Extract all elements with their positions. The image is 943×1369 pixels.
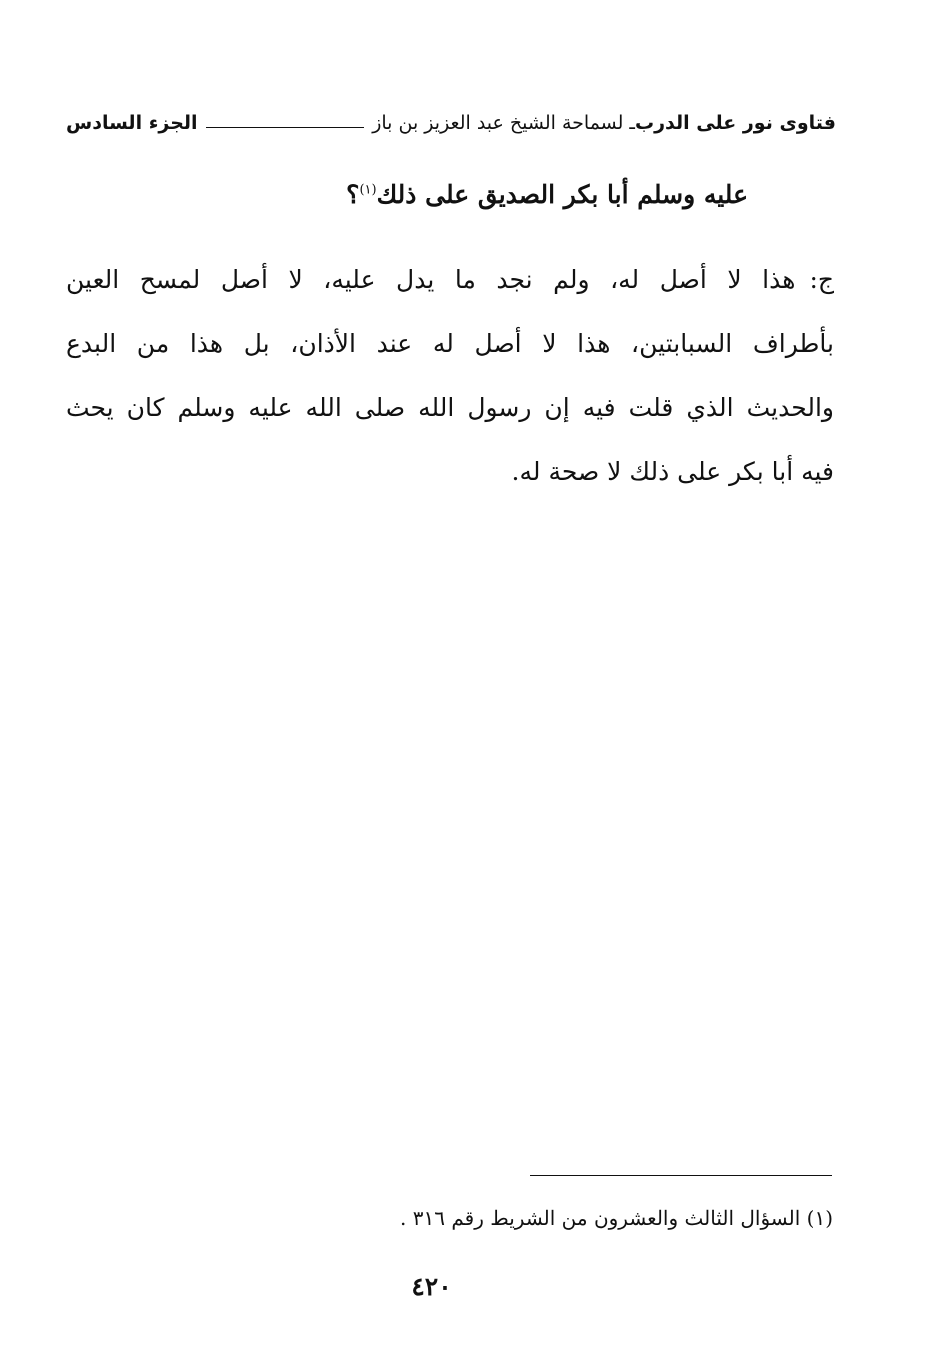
question-body: عليه وسلم أبا بكر الصديق على ذلك (376, 180, 748, 209)
header-volume: الجزء السادس (66, 112, 198, 134)
header-rule (206, 127, 365, 128)
header-author: لسماحة الشيخ عبد العزيز بن باز (372, 112, 624, 134)
answer-line-2: بأطراف السبابتين، هذا لا أصل له عند الأذان، بل هذا من البدع (66, 329, 834, 358)
answer-paragraph (66, 248, 834, 504)
question-mark: ؟ (346, 180, 360, 209)
footnote: (١) السؤال الثالث والعشرون من الشريط رقم ٣١٦ . (400, 1206, 833, 1230)
answer-line-1 (66, 248, 834, 312)
header-separator: ـ (629, 112, 635, 134)
running-header (66, 112, 836, 134)
answer-line-4: فيه أبا بكر على ذلك لا صحة له. (511, 457, 834, 486)
answer-line-3: والحديث الذي قلت فيه إن رسول الله صلى الله عليه وسلم كان يحث (66, 393, 834, 422)
question-text (346, 180, 748, 209)
page-number: ٤٢٠ (411, 1272, 452, 1301)
answer-line-1-text: هذا لا أصل له، ولم نجد ما يدل عليه، لا أصل لمسح العين (66, 265, 796, 294)
footnote-reference: (١) (359, 182, 377, 198)
footnote-rule (530, 1175, 832, 1176)
header-book-title: فتاوى نور على الدرب (635, 112, 836, 134)
answer-prefix: ج: (809, 265, 834, 294)
